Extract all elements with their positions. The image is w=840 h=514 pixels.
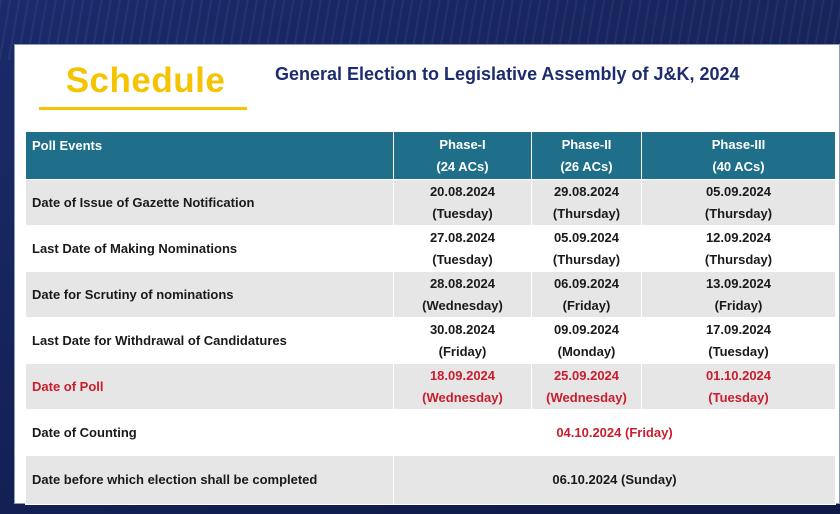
phase-1-date: 20.08.2024 (Tuesday) — [394, 180, 532, 226]
row-event-label: Last Date of Making Nominations — [26, 226, 394, 272]
phase-1-date: 18.09.2024 (Wednesday) — [394, 364, 532, 410]
col-header-poll-events: Poll Events — [26, 132, 394, 180]
table-row-counting — [26, 410, 836, 456]
table-row — [26, 272, 836, 318]
phase-2-date: 29.08.2024 (Thursday) — [532, 180, 642, 226]
phase-1-date: 28.08.2024 (Wednesday) — [394, 272, 532, 318]
table-row — [26, 226, 836, 272]
col-header-phase-2: Phase-II (26 ACs) — [532, 132, 642, 180]
row-event-label: Date of Counting — [26, 410, 394, 456]
phase-2-date: 25.09.2024 (Wednesday) — [532, 364, 642, 410]
col-header-phase-1: Phase-I (24 ACs) — [394, 132, 532, 180]
row-event-label: Date for Scrutiny of nominations — [26, 272, 394, 318]
phase-3-date: 12.09.2024 (Thursday) — [642, 226, 836, 272]
phase-3-date: 17.09.2024 (Tuesday) — [642, 318, 836, 364]
phase-3-date: 05.09.2024 (Thursday) — [642, 180, 836, 226]
phase-2-date: 05.09.2024 (Thursday) — [532, 226, 642, 272]
phase-2-date: 09.09.2024 (Monday) — [532, 318, 642, 364]
schedule-panel — [14, 44, 840, 504]
table-row — [26, 180, 836, 226]
counting-date: 04.10.2024 (Friday) — [394, 410, 836, 456]
completion-date: 06.10.2024 (Sunday) — [394, 456, 836, 505]
page-subtitle: General Election to Legislative Assembly of J&K, 2024 — [275, 64, 740, 84]
phase-3-date: 13.09.2024 (Friday) — [642, 272, 836, 318]
row-event-label: Date of Poll — [26, 364, 394, 410]
page-title: Schedule — [65, 61, 226, 100]
table-header-row — [26, 132, 836, 180]
col-header-phase-3: Phase-III (40 ACs) — [642, 132, 836, 180]
phase-1-date: 27.08.2024 (Tuesday) — [394, 226, 532, 272]
phase-3-date: 01.10.2024 (Tuesday) — [642, 364, 836, 410]
title-underline — [39, 107, 247, 110]
phase-1-date: 30.08.2024 (Friday) — [394, 318, 532, 364]
row-event-label: Last Date for Withdrawal of Candidatures — [26, 318, 394, 364]
table-row — [26, 318, 836, 364]
schedule-table — [25, 131, 836, 505]
row-event-label: Date of Issue of Gazette Notification — [26, 180, 394, 226]
table-row-completion — [26, 456, 836, 505]
row-event-label: Date before which election shall be completed — [26, 456, 394, 505]
table-row-poll — [26, 364, 836, 410]
phase-2-date: 06.09.2024 (Friday) — [532, 272, 642, 318]
